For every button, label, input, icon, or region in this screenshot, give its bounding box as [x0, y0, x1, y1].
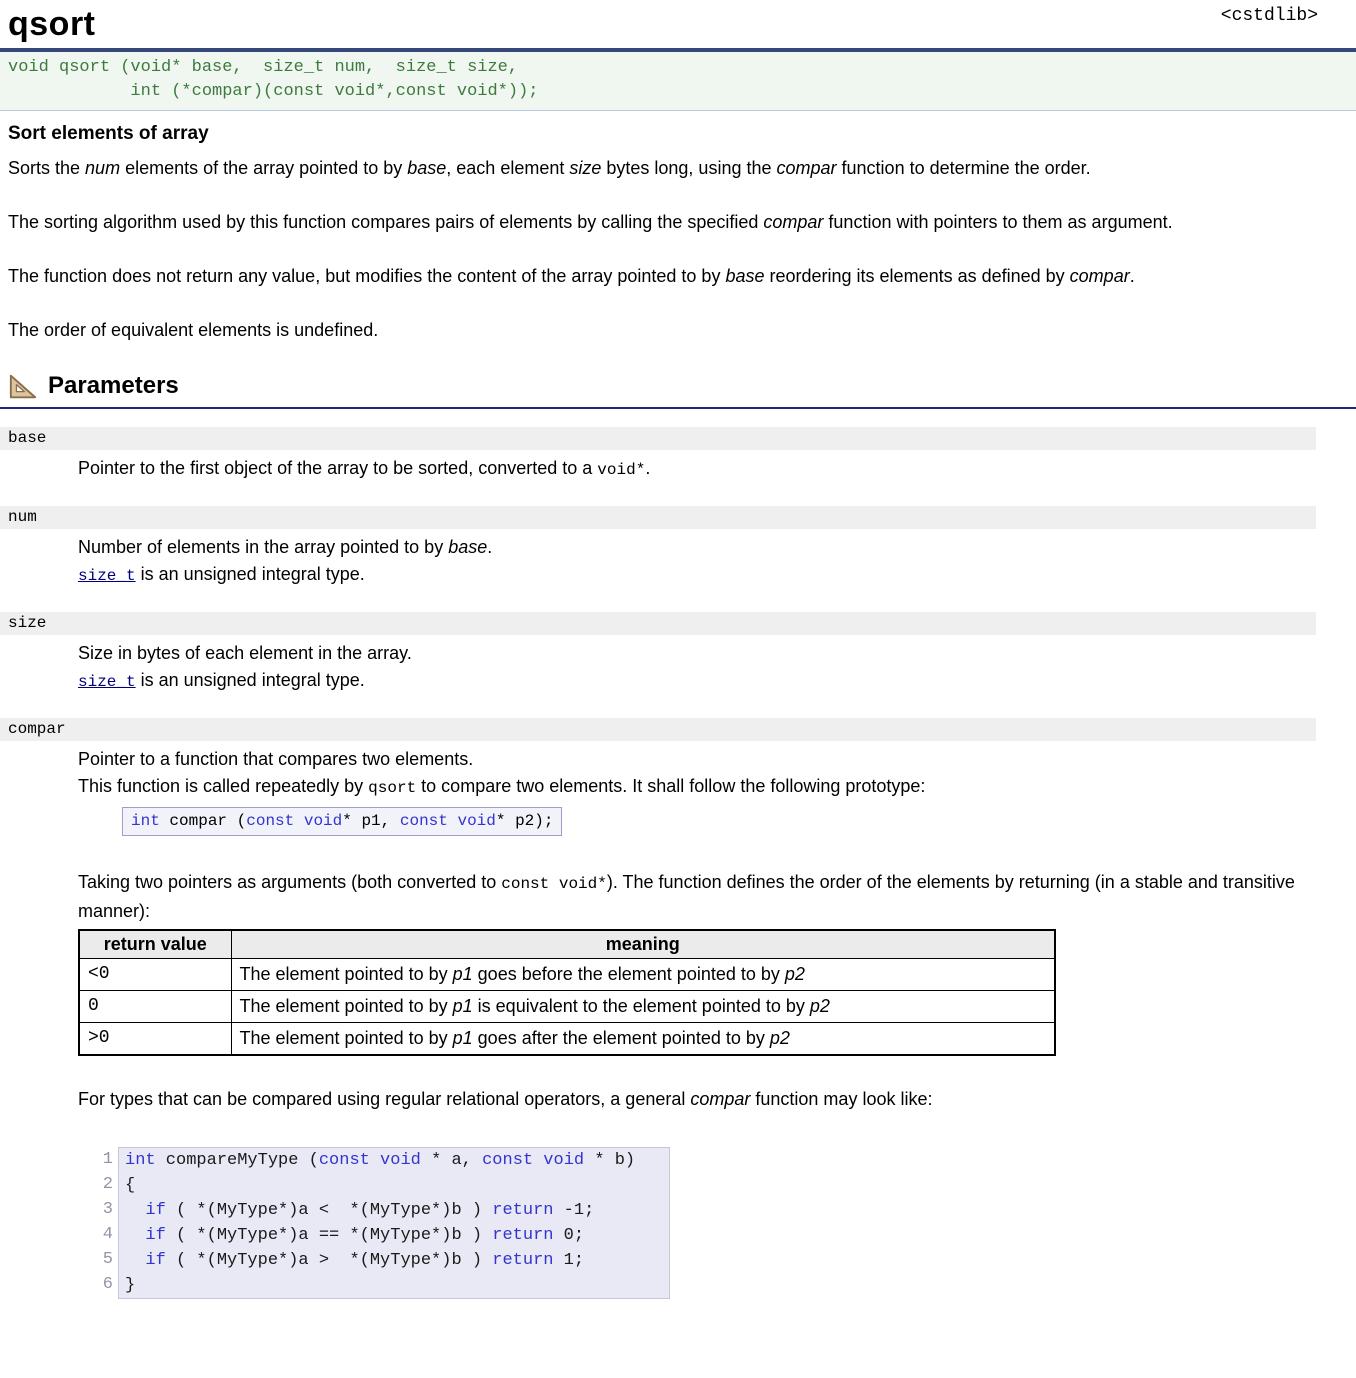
- param-description: [0, 450, 1322, 484]
- example-code-block: [90, 1147, 1322, 1299]
- text-segment: return: [492, 1251, 554, 1270]
- description-line: [78, 667, 1322, 696]
- param-num: [0, 506, 1356, 590]
- table-header-meaning: meaning: [231, 930, 1055, 959]
- text-segment: * p1,: [342, 812, 400, 830]
- line-number: 1: [102, 1150, 113, 1169]
- text-segment: goes before the element pointed to by: [472, 964, 785, 984]
- text-segment: [125, 1226, 145, 1245]
- param-description: [0, 635, 1322, 696]
- text-segment: to compare two elements. It shall follow the following prototype:: [416, 776, 926, 796]
- size_t-link[interactable]: size_t: [78, 673, 136, 691]
- param-name-bar: num: [0, 506, 1316, 529]
- text-segment: * p2);: [495, 812, 554, 830]
- text-segment: qsort: [368, 779, 417, 797]
- meaning-cell: [231, 991, 1055, 1023]
- text-segment: compar (: [159, 812, 247, 830]
- description-line: [78, 773, 1322, 802]
- parameters-section-heading: [0, 371, 1356, 409]
- description-paragraph: [8, 263, 1336, 290]
- param-name-bar: base: [0, 427, 1316, 450]
- description-paragraph: [8, 317, 1336, 344]
- text-segment: compar: [776, 158, 837, 178]
- example-intro-paragraph: [78, 1086, 1322, 1113]
- table-header-return-value: return value: [79, 930, 231, 959]
- text-segment: compar: [1069, 266, 1130, 286]
- text-segment: This function is called repeatedly by: [78, 776, 369, 796]
- text-segment: * b): [584, 1151, 636, 1170]
- text-segment: base: [407, 158, 447, 178]
- text-segment: Pointer to the first object of the array to be sorted, converted to a: [78, 458, 598, 478]
- description-line: [78, 534, 1322, 561]
- text-segment: p2: [769, 1028, 790, 1048]
- text-segment: if: [145, 1251, 166, 1270]
- text-segment: return: [492, 1226, 554, 1245]
- code-line: [125, 1223, 663, 1248]
- param-size: [0, 612, 1356, 696]
- text-segment: function with pointers to them as argument.: [823, 212, 1173, 232]
- text-segment: function may look like:: [750, 1089, 933, 1109]
- text-segment: elements of the array pointed to by: [120, 158, 408, 178]
- text-segment: 1;: [553, 1251, 585, 1270]
- line-number: 2: [102, 1175, 113, 1194]
- code-line: [125, 1198, 663, 1223]
- text-segment: compar: [690, 1089, 751, 1109]
- text-segment: p2: [809, 996, 830, 1016]
- text-segment: ). The function defines the order of the elements by returning (in a stable and transitive manner):: [78, 872, 1295, 921]
- meaning-cell: [231, 1023, 1055, 1056]
- text-segment: p1: [452, 1028, 473, 1048]
- return-value-cell: 0: [79, 991, 231, 1023]
- text-segment: Pointer to a function that compares two elements.: [78, 749, 474, 769]
- code-line: [125, 1173, 663, 1198]
- compar-behavior-paragraph: [78, 869, 1318, 925]
- text-segment: const void: [482, 1151, 585, 1170]
- text-segment: The element pointed to by: [239, 1028, 453, 1048]
- param-base: [0, 427, 1356, 484]
- text-segment: const void: [246, 812, 343, 830]
- table-row: [79, 959, 1055, 991]
- code-column: [118, 1147, 670, 1299]
- text-segment: if: [145, 1201, 166, 1220]
- text-segment: is equivalent to the element pointed to by: [472, 996, 810, 1016]
- signature-line: int (*compar)(const void*,const void*));: [8, 82, 539, 101]
- text-segment: ( *(MyType*)a == *(MyType*)b ): [165, 1226, 493, 1245]
- text-segment: ( *(MyType*)a > *(MyType*)b ): [165, 1251, 493, 1270]
- page-title: qsort: [8, 5, 96, 43]
- function-signature-box: [0, 52, 1356, 111]
- text-segment: p1: [452, 996, 473, 1016]
- text-segment: {: [125, 1176, 136, 1195]
- text-segment: return: [492, 1201, 554, 1220]
- text-segment: is an unsigned integral type.: [135, 564, 365, 584]
- text-segment: .: [487, 537, 493, 557]
- line-number: 3: [102, 1200, 113, 1219]
- param-description: [0, 529, 1322, 590]
- return-value-cell: >0: [79, 1023, 231, 1056]
- text-segment: is an unsigned integral type.: [135, 670, 365, 690]
- return-value-table: [78, 929, 1056, 1056]
- table-row: [79, 1023, 1055, 1056]
- size_t-link[interactable]: size_t: [78, 567, 136, 585]
- meaning-cell: [231, 959, 1055, 991]
- description-paragraph: [8, 155, 1336, 182]
- text-segment: The sorting algorithm used by this function compares pairs of elements by calling the specified: [8, 212, 764, 232]
- text-segment: , each element: [446, 158, 570, 178]
- param-name-bar: size: [0, 612, 1316, 635]
- description-line: [78, 561, 1322, 590]
- description-line: [78, 455, 1322, 484]
- text-segment: For types that can be compared using regular relational operators, a general: [78, 1089, 691, 1109]
- text-segment: base: [448, 537, 488, 557]
- line-numbers-column: [90, 1147, 118, 1299]
- text-segment: The function does not return any value, but modifies the content of the array pointed to by: [8, 266, 726, 286]
- cstdlib-header-link[interactable]: <cstdlib>: [1220, 6, 1318, 26]
- text-segment: Sorts the: [8, 158, 86, 178]
- text-segment: const void: [399, 812, 496, 830]
- text-segment: The order of equivalent elements is undefined.: [8, 320, 379, 340]
- text-segment: reordering its elements as defined by: [764, 266, 1070, 286]
- parameters-list: [0, 427, 1356, 1299]
- text-segment: Number of elements in the array pointed to by: [78, 537, 449, 557]
- text-segment: compareMyType (: [155, 1151, 319, 1170]
- text-segment: if: [145, 1226, 166, 1245]
- text-segment: int: [125, 1151, 156, 1170]
- text-segment: p1: [452, 964, 473, 984]
- text-segment: ( *(MyType*)a < *(MyType*)b ): [165, 1201, 493, 1220]
- line-number: 6: [102, 1275, 113, 1294]
- param-compar: [0, 718, 1356, 1299]
- text-segment: .: [645, 458, 651, 478]
- param-description: [0, 741, 1322, 1299]
- text-segment: * a,: [420, 1151, 483, 1170]
- code-line: [125, 1248, 663, 1273]
- text-segment: Taking two pointers as arguments (both converted to: [78, 872, 502, 892]
- description-line: [78, 640, 1322, 667]
- text-segment: [125, 1251, 145, 1270]
- text-segment: void*: [597, 461, 646, 479]
- description-section: [0, 111, 1356, 344]
- short-description: Sort elements of array: [8, 123, 209, 144]
- code-line: [125, 1273, 663, 1298]
- text-segment: [125, 1201, 145, 1220]
- param-name-bar: compar: [0, 718, 1316, 741]
- text-segment: The element pointed to by: [239, 964, 453, 984]
- compar-prototype-code: [122, 807, 562, 836]
- table-row: [79, 991, 1055, 1023]
- line-number: 4: [102, 1225, 113, 1244]
- parameters-heading-label: Parameters: [48, 372, 179, 399]
- text-segment: function to determine the order.: [836, 158, 1091, 178]
- set-square-icon: [8, 371, 38, 401]
- text-segment: const void: [318, 1151, 421, 1170]
- text-segment: int: [131, 812, 160, 830]
- text-segment: bytes long, using the: [601, 158, 777, 178]
- page-header: [0, 0, 1356, 46]
- text-segment: p2: [784, 964, 805, 984]
- text-segment: The element pointed to by: [239, 996, 453, 1016]
- code-line: [125, 1148, 663, 1173]
- return-value-cell: <0: [79, 959, 231, 991]
- description-line: [78, 746, 1322, 773]
- line-number: 5: [102, 1250, 113, 1269]
- text-segment: 0;: [553, 1226, 585, 1245]
- table-header-row: [79, 930, 1055, 959]
- text-segment: }: [125, 1276, 136, 1295]
- text-segment: size: [569, 158, 602, 178]
- text-segment: -1;: [553, 1201, 595, 1220]
- text-segment: num: [85, 158, 121, 178]
- text-segment: compar: [763, 212, 824, 232]
- text-segment: const void*: [501, 875, 607, 893]
- signature-line: void qsort (void* base, size_t num, size_t size,: [8, 58, 519, 77]
- text-segment: .: [1129, 266, 1135, 286]
- description-paragraph: [8, 209, 1336, 236]
- text-segment: Size in bytes of each element in the array.: [78, 643, 412, 663]
- text-segment: goes after the element pointed to by: [472, 1028, 770, 1048]
- text-segment: base: [725, 266, 765, 286]
